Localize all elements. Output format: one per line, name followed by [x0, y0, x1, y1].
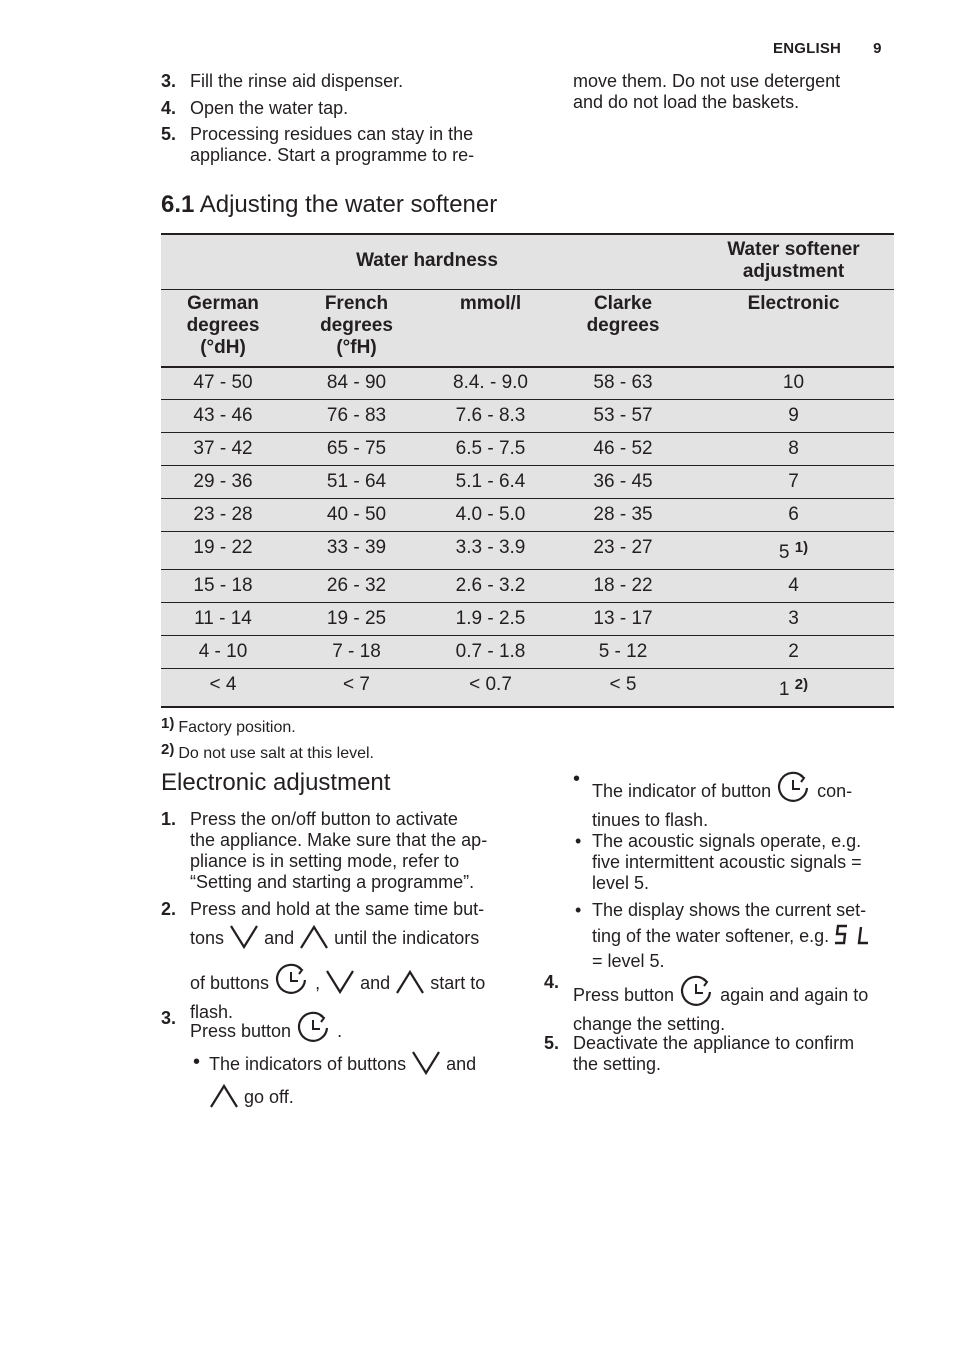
table-cell-clarke: 18 - 22 — [553, 570, 693, 603]
table-cell-mmol: 2.6 - 3.2 — [428, 570, 553, 603]
text-fragment: Press button — [190, 1021, 292, 1041]
text-fragment: con- — [817, 781, 853, 801]
header-line: Electronic — [747, 293, 840, 314]
table-row — [161, 636, 894, 669]
table-cell-french: 7 - 18 — [285, 636, 428, 669]
footnote-mark: 2) — [161, 741, 175, 758]
step-text — [573, 975, 903, 1035]
header-line: Clarke — [593, 293, 653, 314]
text-fragment: again and again to — [720, 985, 869, 1005]
col-mmol — [428, 290, 553, 367]
table-cell-german: 15 - 18 — [161, 570, 285, 603]
water-hardness-header: Water hardness — [161, 234, 693, 290]
text-fragment: and — [264, 928, 295, 948]
chevron-down-icon — [411, 1050, 441, 1081]
table-row — [161, 400, 894, 433]
page-header — [773, 38, 882, 59]
table-cell-german: 11 - 14 — [161, 603, 285, 636]
text-line: the appliance. Make sure that the ap- — [190, 830, 488, 850]
chevron-up-icon — [299, 924, 329, 955]
table-cell-clarke: 13 - 17 — [553, 603, 693, 636]
footnote-text: Do not use salt at this level. — [178, 745, 374, 762]
table-group-header — [161, 234, 894, 290]
table-cell-french: 51 - 64 — [285, 466, 428, 499]
table-cell-french: 84 - 90 — [285, 367, 428, 400]
table-cell-german: 37 - 42 — [161, 433, 285, 466]
text-line: the setting. — [573, 1054, 662, 1074]
step-text: and do not load the baskets. — [573, 92, 800, 112]
chevron-down-icon — [229, 924, 259, 955]
text-line: pliance is in setting mode, refer to — [190, 851, 460, 871]
header-line: German — [187, 293, 259, 314]
text-line — [190, 1011, 530, 1050]
table-cell-mmol: 6.5 - 7.5 — [428, 433, 553, 466]
table-cell-german: 4 - 10 — [161, 636, 285, 669]
timer-icon — [296, 1011, 332, 1050]
text-fragment: and — [360, 973, 391, 993]
step-text: Processing residues can stay in the — [190, 124, 474, 144]
table-cell-level — [693, 499, 894, 532]
footnote-mark: 1) — [161, 715, 175, 732]
water-hardness-table — [161, 233, 894, 708]
text-fragment: start to — [430, 973, 486, 993]
header-line: French — [324, 293, 389, 314]
adjustment-header — [693, 234, 894, 290]
bullet-dot: • — [575, 831, 582, 851]
text-line: flash. — [190, 1002, 234, 1022]
step-number: 5. — [544, 1033, 560, 1053]
table-cell-german: 47 - 50 — [161, 367, 285, 400]
footnote — [161, 713, 296, 738]
table-cell-french: 40 - 50 — [285, 499, 428, 532]
step-continuation — [573, 71, 840, 113]
level-value: 1 — [778, 679, 790, 700]
table-cell-level — [693, 603, 894, 636]
step-text: Open the water tap. — [190, 98, 349, 118]
text-fragment: The indicator of button — [592, 781, 772, 801]
timer-icon — [776, 771, 812, 810]
header-line: adjustment — [742, 261, 845, 282]
table-cell-french: 33 - 39 — [285, 532, 428, 570]
table-cell-clarke: 23 - 27 — [553, 532, 693, 570]
table-cell-french: 65 - 75 — [285, 433, 428, 466]
text-line: five intermittent acoustic signals = — [592, 852, 862, 872]
text-line: level 5. — [592, 873, 650, 893]
bullet-dot: • — [575, 900, 582, 920]
text-line: Deactivate the appliance to confirm — [573, 1033, 855, 1053]
text-line — [209, 1083, 529, 1114]
table-row — [161, 466, 894, 499]
step-text: Fill the rinse aid dispenser. — [190, 71, 404, 91]
text-line: tinues to flash. — [592, 810, 709, 830]
list-item — [161, 71, 511, 98]
section-title — [161, 190, 497, 220]
table-row — [161, 499, 894, 532]
step-number: 4. — [544, 972, 560, 992]
text-fragment: Press button — [573, 985, 675, 1005]
table-cell-german: < 4 — [161, 669, 285, 707]
seven-segment-display-icon — [834, 924, 870, 951]
level-value: 6 — [788, 504, 799, 525]
list-item — [161, 124, 511, 168]
subsection-title: Electronic adjustment — [161, 769, 391, 796]
text-fragment: The indicators of buttons — [209, 1054, 407, 1074]
bullet-dot: • — [193, 1051, 201, 1073]
timer-icon — [679, 975, 715, 1014]
text-line: “Setting and starting a programme”. — [190, 872, 475, 892]
step-number: 1. — [161, 809, 177, 829]
table-cell-clarke: 53 - 57 — [553, 400, 693, 433]
table-cell-mmol: 3.3 - 3.9 — [428, 532, 553, 570]
table-row — [161, 603, 894, 636]
footnote-ref: 2) — [794, 676, 809, 693]
step-text — [190, 809, 487, 893]
step-number: 2. — [161, 899, 177, 919]
col-french — [285, 290, 428, 367]
level-value: 7 — [788, 471, 799, 492]
table-cell-mmol: 7.6 - 8.3 — [428, 400, 553, 433]
table-cell-mmol: 8.4. - 9.0 — [428, 367, 553, 400]
step-number: 3. — [161, 1008, 177, 1028]
text-fragment: and — [446, 1054, 477, 1074]
table-cell-german: 23 - 28 — [161, 499, 285, 532]
text-fragment: , — [315, 973, 321, 993]
step-text — [190, 1011, 530, 1050]
table-row — [161, 433, 894, 466]
table-cell-german: 29 - 36 — [161, 466, 285, 499]
level-value: 4 — [788, 575, 799, 596]
table-cell-mmol: 0.7 - 1.8 — [428, 636, 553, 669]
level-value: 2 — [788, 641, 799, 662]
text-fragment: tons — [190, 928, 225, 948]
table-cell-level — [693, 466, 894, 499]
bullet-text — [592, 900, 892, 972]
text-line: = level 5. — [592, 951, 665, 971]
level-value: 8 — [788, 438, 799, 459]
text-line — [209, 1050, 529, 1081]
table-cell-mmol: 5.1 - 6.4 — [428, 466, 553, 499]
table-cell-clarke: 36 - 45 — [553, 466, 693, 499]
header-line: mmol/l — [459, 293, 522, 314]
table-cell-level — [693, 636, 894, 669]
text-line: change the setting. — [573, 1014, 726, 1034]
text-line — [592, 771, 892, 810]
footnote-ref: 1) — [794, 539, 809, 556]
col-clarke — [553, 290, 693, 367]
bullet-text — [592, 831, 892, 894]
text-line — [592, 924, 892, 951]
table-cell-clarke: 46 - 52 — [553, 433, 693, 466]
step-number: 4. — [161, 98, 177, 118]
col-electronic — [693, 290, 894, 367]
text-line: Press and hold at the same time but- — [190, 899, 485, 919]
electronic-steps-left — [161, 809, 521, 899]
bullet-text — [592, 771, 892, 831]
text-line — [190, 963, 530, 1002]
table-cell-clarke: < 5 — [553, 669, 693, 707]
level-value: 10 — [782, 372, 805, 394]
footnote-text: Factory position. — [178, 719, 296, 736]
bullet-dot: • — [573, 768, 581, 790]
header-line: (°dH) — [200, 337, 246, 358]
list-item — [161, 98, 511, 124]
table-column-header — [161, 290, 894, 367]
timer-icon — [274, 963, 310, 1002]
step-text: appliance. Start a programme to re- — [190, 145, 475, 165]
table-cell-clarke: 5 - 12 — [553, 636, 693, 669]
table-cell-level — [693, 367, 894, 400]
table-row — [161, 367, 894, 400]
chevron-up-icon — [395, 969, 425, 1000]
table-row — [161, 532, 894, 570]
text-line — [573, 975, 903, 1014]
table-cell-french: 26 - 32 — [285, 570, 428, 603]
level-value: 9 — [788, 405, 799, 426]
table-cell-clarke: 28 - 35 — [553, 499, 693, 532]
section-title-text: Adjusting the water softener — [199, 191, 498, 218]
top-steps-list — [161, 71, 511, 168]
table-cell-level — [693, 532, 894, 570]
text-line: The acoustic signals operate, e.g. — [592, 831, 862, 851]
table-cell-french: < 7 — [285, 669, 428, 707]
header-language: ENGLISH — [773, 40, 842, 57]
text-fragment: ting of the water softener, e.g. — [592, 926, 830, 946]
bullet-text — [209, 1050, 529, 1114]
text-fragment: . — [337, 1021, 343, 1041]
table-cell-mmol: 4.0 - 5.0 — [428, 499, 553, 532]
text-fragment: until the indicators — [334, 928, 480, 948]
table-row — [161, 570, 894, 603]
table-cell-mmol: 1.9 - 2.5 — [428, 603, 553, 636]
header-line: degrees — [586, 315, 660, 336]
header-line: degrees — [320, 315, 393, 336]
table-cell-level — [693, 400, 894, 433]
text-fragment: of buttons — [190, 973, 270, 993]
text-line: Press the on/off button to activate — [190, 809, 458, 829]
footnote — [161, 739, 374, 764]
step-text: move them. Do not use detergent — [573, 71, 841, 91]
table-cell-french: 19 - 25 — [285, 603, 428, 636]
text-line: The display shows the current set- — [592, 900, 867, 920]
table-body — [161, 367, 894, 707]
header-line: (°fH) — [336, 337, 377, 358]
table-cell-german: 43 - 46 — [161, 400, 285, 433]
step-number: 3. — [161, 71, 177, 91]
table-cell-level — [693, 433, 894, 466]
table-cell-clarke: 58 - 63 — [553, 367, 693, 400]
level-value: 5 — [778, 542, 790, 563]
table-cell-level — [693, 669, 894, 707]
step-text — [190, 899, 530, 1023]
step-number: 5. — [161, 124, 177, 144]
list-item — [161, 809, 521, 899]
chevron-up-icon — [209, 1083, 239, 1114]
table-row — [161, 669, 894, 707]
table-cell-mmol: < 0.7 — [428, 669, 553, 707]
text-fragment: go off. — [244, 1087, 294, 1107]
section-number: 6.1 — [161, 191, 195, 218]
table-cell-french: 76 - 83 — [285, 400, 428, 433]
text-line — [190, 924, 530, 955]
table-cell-level — [693, 570, 894, 603]
step-text — [573, 1033, 903, 1075]
col-german — [161, 290, 285, 367]
table-cell-german: 19 - 22 — [161, 532, 285, 570]
chevron-down-icon — [325, 969, 355, 1000]
page-number: 9 — [873, 40, 882, 57]
level-value: 3 — [788, 608, 799, 629]
header-line: Water softener — [727, 239, 860, 260]
header-line: degrees — [186, 315, 260, 336]
